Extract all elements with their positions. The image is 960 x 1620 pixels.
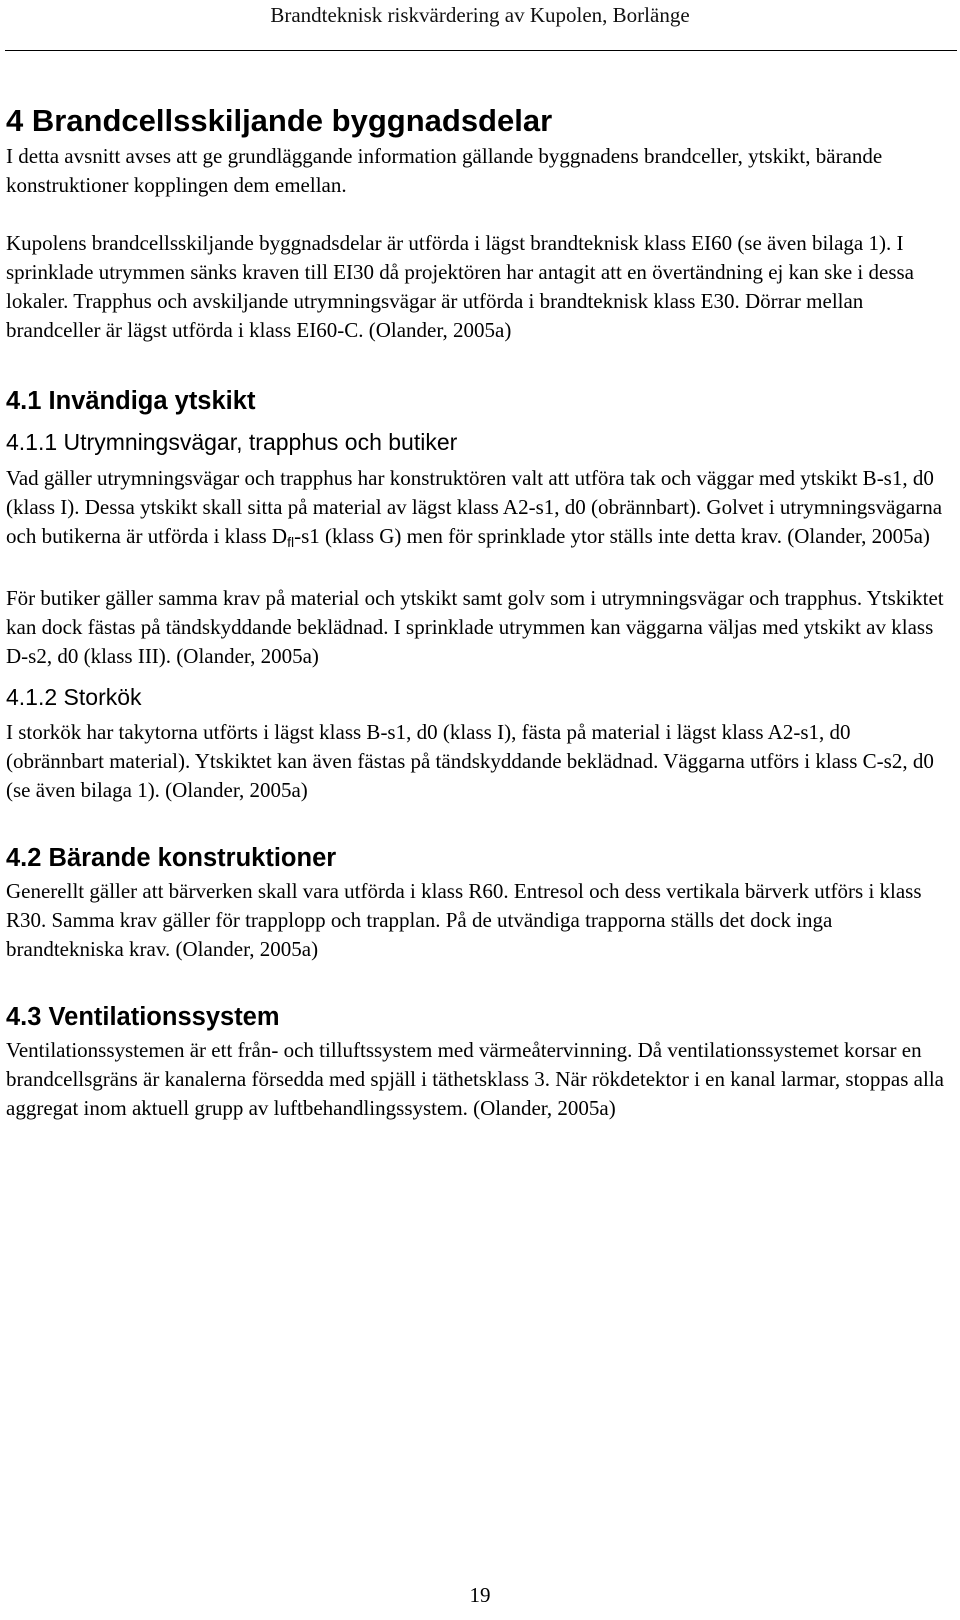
page-number: 19 xyxy=(469,1583,491,1607)
section-4-1-heading: 4.1 Invändiga ytskikt xyxy=(6,387,256,415)
running-header: Brandteknisk riskvärdering av Kupolen, Borlänge xyxy=(270,3,690,27)
section-4-1-2-heading: 4.1.2 Storkök xyxy=(6,684,142,710)
page-content xyxy=(6,102,951,1123)
section-4-3-heading: 4.3 Ventilationssystem xyxy=(6,1003,280,1031)
section-4-2-paragraph: Generellt gäller att bärverken skall vara utförda i klass R60. Entresol och dess vertikala bärverk utförs i klass R30. Samma krav gäller för trapplopp och trapplan. På de utvändiga trapporna ställs det dock inga brandtekniska krav. (Olander, 2005a) xyxy=(6,879,922,961)
section-4-1-1-paragraph-1 xyxy=(6,464,951,557)
section-4-1-1-heading: 4.1.1 Utrymningsvägar, trapphus och butiker xyxy=(6,429,458,455)
section-4-heading: 4 Brandcellsskiljande byggnadsdelar xyxy=(6,103,553,138)
section-4-1-1-text-a: Vad gäller utrymningsvägar och trapphus har konstruktören valt att utföra tak och väggar med ytskikt B-s1, d0 (klass I). Dessa ytskikt skall sitta på material av lägst klass A2-s1, d0 (obrännbart). Golvet i utrymningsvägarna och butikerna är utförda i klass D xyxy=(6,466,943,548)
header-rule xyxy=(5,50,957,51)
section-4-1-1-text-b: -s1 (klass G) men för sprinklade ytor ställs inte detta krav. (Olander, 2005a) xyxy=(294,524,930,548)
section-4-1-2-paragraph: I storkök har takytorna utförts i lägst klass B-s1, d0 (klass I), fästa på material i lägst klass A2-s1, d0 (obrännbart material). Ytskiktet kan även fästas på tändskyddande beklädnad. Väggarna utförs i klass C-s2, d0 (se även bilaga 1). (Olander, 2005a) xyxy=(6,720,934,802)
section-4-2-heading: 4.2 Bärande konstruktioner xyxy=(6,844,337,872)
section-4-1-1-paragraph-2: För butiker gäller samma krav på material och ytskikt samt golv som i utrymningsvägar och trapphus. Ytskiktet kan dock fästas på tändskyddande beklädnad. I sprinklade utrymmen kan väggarna väljas med ytskikt av klass D-s2, d0 (klass III). (Olander, 2005a) xyxy=(6,586,944,668)
subscript-fl: fl xyxy=(287,534,295,550)
section-4-classes-paragraph: Kupolens brandcellsskiljande byggnadsdelar är utförda i lägst brandteknisk klass EI60 (se även bilaga 1). I sprinklade utrymmen sänks kraven till EI30 då projektören har antagit att en övertändning ej kan ske i dessa lokaler. Trapphus och avskiljande utrymningsvägar är utförda i brandteknisk klass E30. Dörrar mellan brandceller är lägst utförda i klass EI60-C. (Olander, 2005a) xyxy=(6,231,914,342)
section-4-intro-paragraph: I detta avsnitt avses att ge grundläggande information gällande byggnadens brandceller, ytskikt, bärande konstruktioner kopplingen dem emellan. xyxy=(6,144,883,197)
section-4-3-paragraph: Ventilationssystemen är ett från- och tilluftssystem med värmeåtervinning. Då ventilationssystemet korsar en brandcellsgräns är kanalerna försedda med spjäll i täthetsklass 3. När rökdetektor i en kanal larmar, stoppas alla aggregat inom aktuell grupp av luftbehandlingssystem. (Olander, 2005a) xyxy=(6,1038,944,1120)
